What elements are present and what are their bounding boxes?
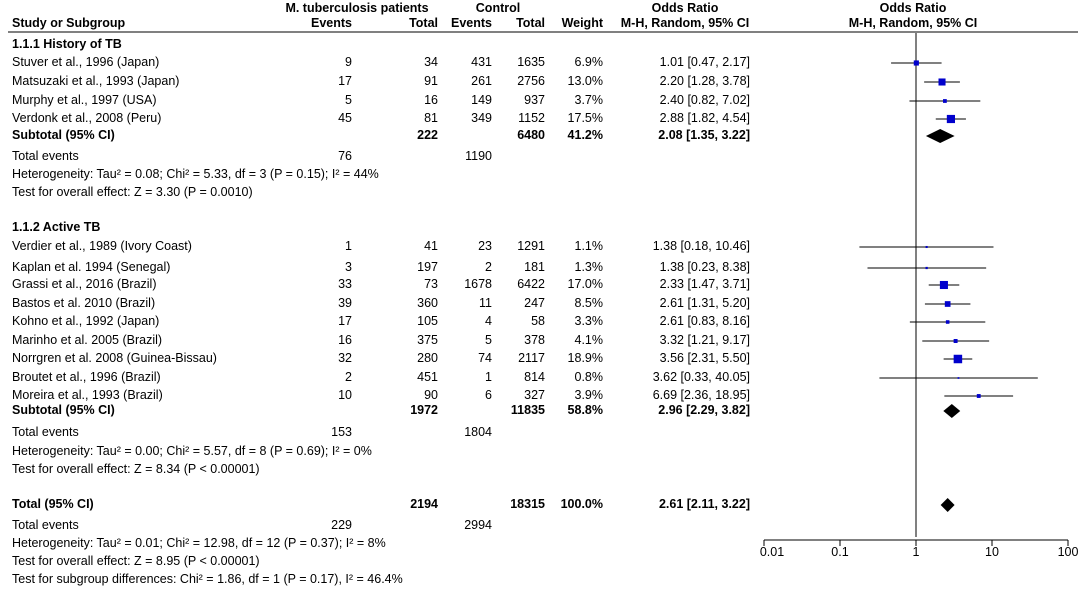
point-estimate-marker [947,115,955,123]
point-estimate-marker [943,99,947,103]
study-odds-ratio-ci: 1.01 [0.47, 2.17] [659,55,750,69]
study-events-2: 431 [471,55,492,69]
study-weight: 4.1% [574,333,603,347]
study-events-2: 4 [485,314,492,328]
study-events-1: 39 [338,296,352,310]
study-events-1: 32 [338,351,352,365]
study-odds-ratio-ci: 3.32 [1.21, 9.17] [659,333,750,347]
study-total-2: 2756 [517,74,545,88]
study-events-2: 6 [485,388,492,402]
overall-total-events-1: 229 [331,518,352,532]
subgroup-differences-text: Test for subgroup differences: Chi² = 1.86, df = 1 (P = 0.17), I² = 46.4% [12,572,403,586]
study-name: Matsuzaki et al., 1993 (Japan) [12,74,180,88]
study-weight: 13.0% [567,74,603,88]
study-total-1: 73 [424,277,438,291]
heterogeneity-text: Heterogeneity: Tau² = 0.00; Chi² = 5.57, df = 8 (P = 0.69); I² = 0% [12,444,372,458]
summary-diamond [943,404,960,418]
total-events-label: Total events [12,425,79,439]
total-weight: 100.0% [560,497,603,511]
total-total-1: 2194 [410,497,438,511]
header-group1: M. tuberculosis patients [285,1,429,15]
header-events-1: Events [311,16,352,30]
study-events-1: 1 [345,239,352,253]
point-estimate-marker [938,78,945,85]
study-total-1: 41 [424,239,438,253]
study-name: Kohno et al., 1992 (Japan) [12,314,160,328]
study-name: Verdonk et al., 2008 (Peru) [12,111,162,125]
study-name: Broutet et al., 1996 (Brazil) [12,370,161,384]
study-total-2: 1291 [517,239,545,253]
subtotal-label: Subtotal (95% CI) [12,403,115,417]
study-events-2: 1678 [464,277,492,291]
study-events-2: 349 [471,111,492,125]
header-method-right: M-H, Random, 95% CI [848,16,978,30]
subtotal-odds-ratio-ci: 2.96 [2.29, 3.82] [658,403,750,417]
x-axis-tick-label: 0.1 [831,545,849,559]
study-total-1: 91 [424,74,438,88]
study-events-1: 9 [345,55,352,69]
study-weight: 3.7% [574,93,603,107]
study-name: Kaplan et al. 1994 (Senegal) [12,260,171,274]
subtotal-odds-ratio-ci: 2.08 [1.35, 3.22] [658,128,750,142]
subtotal-weight: 58.8% [567,403,603,417]
study-events-1: 10 [338,388,352,402]
study-total-2: 327 [524,388,545,402]
study-total-2: 378 [524,333,545,347]
study-weight: 18.9% [567,351,603,365]
header-odds-ratio-left: Odds Ratio [651,1,719,15]
study-total-1: 81 [424,111,438,125]
study-events-1: 45 [338,111,352,125]
study-name: Bastos et al. 2010 (Brazil) [12,296,156,310]
x-axis-tick-label: 0.01 [759,545,785,559]
point-estimate-marker [946,320,950,324]
header-group2: Control [475,1,521,15]
study-events-2: 1 [485,370,492,384]
study-events-1: 3 [345,260,352,274]
study-weight: 17.0% [567,277,603,291]
overall-total-events-label: Total events [12,518,79,532]
point-estimate-marker [926,246,928,248]
study-odds-ratio-ci: 3.56 [2.31, 5.50] [659,351,750,365]
study-odds-ratio-ci: 3.62 [0.33, 40.05] [652,370,750,384]
study-weight: 0.8% [574,370,603,384]
study-odds-ratio-ci: 2.33 [1.47, 3.71] [659,277,750,291]
study-weight: 3.9% [574,388,603,402]
total-events-label: Total events [12,149,79,163]
group-title: 1.1.1 History of TB [12,37,122,51]
study-events-1: 17 [338,74,352,88]
study-weight: 17.5% [567,111,603,125]
study-total-2: 181 [524,260,545,274]
study-odds-ratio-ci: 2.61 [0.83, 8.16] [659,314,750,328]
study-name: Moreira et al., 1993 (Brazil) [12,388,163,402]
subtotal-total-1: 1972 [410,403,438,417]
study-name: Murphy et al., 1997 (USA) [12,93,157,107]
overall-total-events-2: 2994 [464,518,492,532]
study-total-2: 814 [524,370,545,384]
study-events-2: 2 [485,260,492,274]
total-total-2: 18315 [510,497,545,511]
study-weight: 1.1% [574,239,603,253]
study-name: Norrgren et al. 2008 (Guinea-Bissau) [12,351,217,365]
study-events-2: 74 [478,351,492,365]
study-weight: 6.9% [574,55,603,69]
study-total-1: 90 [424,388,438,402]
study-total-2: 6422 [517,277,545,291]
total-events-1: 76 [338,149,352,163]
subtotal-label: Subtotal (95% CI) [12,128,115,142]
total-events-2: 1804 [464,425,492,439]
total-label: Total (95% CI) [12,497,94,511]
study-weight: 3.3% [574,314,603,328]
subtotal-total-1: 222 [417,128,438,142]
total-events-2: 1190 [465,149,492,163]
study-events-1: 16 [338,333,352,347]
study-name: Verdier et al., 1989 (Ivory Coast) [12,239,192,253]
overall-effect-text: Test for overall effect: Z = 8.34 (P < 0.00001) [12,462,260,476]
study-weight: 1.3% [574,260,603,274]
study-events-2: 11 [479,296,492,310]
point-estimate-marker [945,301,951,307]
total-events-1: 153 [331,425,352,439]
x-axis-tick-label: 100 [1057,545,1079,559]
study-total-2: 937 [524,93,545,107]
x-axis-tick-label: 10 [985,545,999,559]
study-events-2: 5 [485,333,492,347]
study-total-2: 247 [524,296,545,310]
heterogeneity-text: Heterogeneity: Tau² = 0.08; Chi² = 5.33, df = 3 (P = 0.15); I² = 44% [12,167,379,181]
study-total-2: 2117 [518,351,545,365]
header-method-left: M-H, Random, 95% CI [620,16,750,30]
subtotal-total-2: 11835 [510,403,545,417]
study-odds-ratio-ci: 2.20 [1.28, 3.78] [659,74,750,88]
summary-diamond [926,129,955,143]
study-events-2: 149 [471,93,492,107]
x-axis-tick-label: 1 [912,545,920,559]
point-estimate-marker [914,60,919,65]
overall-effect-total-text: Test for overall effect: Z = 8.95 (P < 0.00001) [12,554,260,568]
study-name: Marinho et al. 2005 (Brazil) [12,333,163,347]
overall-effect-text: Test for overall effect: Z = 3.30 (P = 0.0010) [12,185,253,199]
study-events-1: 17 [338,314,352,328]
study-total-2: 58 [531,314,545,328]
study-events-2: 23 [478,239,492,253]
study-total-1: 34 [424,55,438,69]
study-total-1: 451 [417,370,438,384]
total-odds-ratio-ci: 2.61 [2.11, 3.22] [658,497,750,511]
point-estimate-marker [954,339,958,343]
point-estimate-marker [926,267,928,269]
study-odds-ratio-ci: 2.88 [1.82, 4.54] [659,111,750,125]
study-weight: 8.5% [574,296,603,310]
point-estimate-marker [977,394,981,398]
point-estimate-marker [954,355,963,364]
study-odds-ratio-ci: 2.40 [0.82, 7.02] [659,93,750,107]
group-title: 1.1.2 Active TB [12,220,101,234]
study-total-1: 16 [424,93,438,107]
header-total-2: Total [516,16,545,30]
study-total-2: 1635 [517,55,545,69]
header-events-2: Events [451,16,492,30]
subtotal-weight: 41.2% [567,128,603,142]
study-events-1: 33 [338,277,352,291]
overall-heterogeneity-text: Heterogeneity: Tau² = 0.01; Chi² = 12.98, df = 12 (P = 0.37); I² = 8% [12,536,386,550]
study-total-1: 375 [417,333,438,347]
study-events-1: 2 [345,370,352,384]
study-odds-ratio-ci: 1.38 [0.18, 10.46] [652,239,750,253]
study-odds-ratio-ci: 1.38 [0.23, 8.38] [659,260,750,274]
study-name: Stuver et al., 1996 (Japan) [12,55,160,69]
summary-diamond [941,498,955,512]
study-total-1: 280 [417,351,438,365]
study-events-2: 261 [471,74,492,88]
study-total-1: 197 [417,260,438,274]
study-total-2: 1152 [518,111,545,125]
header-study-column: Study or Subgroup [12,16,126,30]
study-name: Grassi et al., 2016 (Brazil) [12,277,157,291]
header-total-1: Total [409,16,438,30]
point-estimate-marker [940,281,948,289]
study-events-1: 5 [345,93,352,107]
subtotal-total-2: 6480 [517,128,545,142]
study-odds-ratio-ci: 2.61 [1.31, 5.20] [659,296,750,310]
study-total-1: 360 [417,296,438,310]
header-weight: Weight [561,16,603,30]
point-estimate-marker [958,377,960,379]
study-total-1: 105 [417,314,438,328]
study-odds-ratio-ci: 6.69 [2.36, 18.95] [652,388,750,402]
header-odds-ratio-right: Odds Ratio [879,1,947,15]
